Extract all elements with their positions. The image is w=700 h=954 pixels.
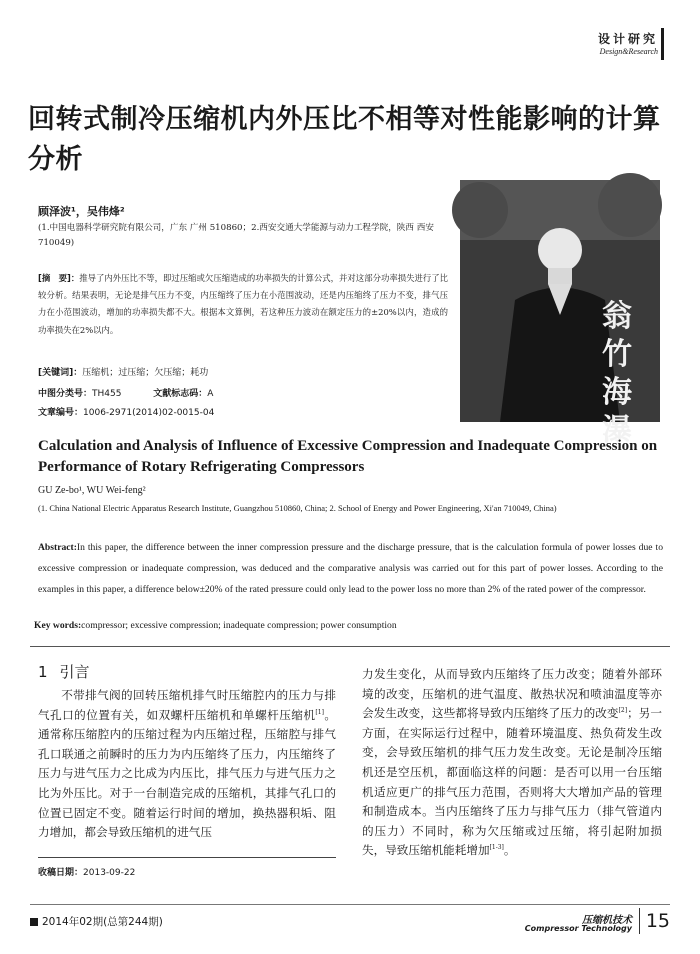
abstract-cn-label: [摘 要]： [38, 273, 80, 283]
article-number-label: 文章编号： [38, 408, 84, 418]
header-divider [661, 28, 664, 60]
keywords-cn-text: 压缩机；过压缩；欠压缩；耗功 [82, 368, 209, 378]
footer-issue [30, 914, 163, 929]
paper-title-cn: 回转式制冷压缩机内外压比不相等对性能影响的计算分析 [28, 104, 661, 175]
journal-logo [525, 911, 632, 933]
abstract-en-label: Abstract: [38, 542, 77, 553]
doc-code-label: 文献标志码： [153, 389, 208, 399]
abstract-cn-text: 推导了内外压比不等，即过压缩或欠压缩造成的功率损失的计算公式，并对这部分功率损失进行了比较分析。结果表明，无论是排气压力不变，内压缩终了压力在小范围波动，还是内压缩终了压力不变，排气压力在小范围波动，增加的功率损失都不大。根据本文算例，若这种压力波动在额定压力的±20%以内，造成的功率损失在2%以内。 [38, 273, 449, 335]
body-text: 力发生变化，从而导致内压缩终了压力改变；随着外部环境的改变，压缩机的进气温度、散热状况和喷油温度等亦会发生改变，这些都将导致内压缩终了压力的改变 [362, 667, 662, 721]
keywords-en-label: Key words: [34, 620, 82, 631]
received-value: 2013-09-22 [83, 868, 136, 878]
calligraphy-char: 竹 [602, 337, 632, 372]
keywords-en [34, 620, 664, 631]
abstract-cn [38, 270, 448, 339]
body-text: 。通常称压缩腔内的压缩过程为内压缩过程，压缩腔与排气孔口联通之前瞬时的压力为内压缩终了压力，内压缩终了压力与进气压力之比成为内压比，排气压力与进气压力之比为外压比。对于一台制造完成的压缩机，其排气孔口的位置已固定不变。随着运行时间的增加，换热器积垢、阻力增加，都会导致压缩机的进气压 [38, 707, 336, 840]
keywords-cn-label: [关键词]： [38, 368, 83, 378]
article-number-value: 1006-2971(2014)02-0015-04 [83, 408, 215, 418]
citation: [2] [618, 707, 628, 715]
authors-cn: 顾泽波¹，吴伟烽² [38, 205, 125, 218]
received-label: 收稿日期： [38, 868, 84, 878]
keywords-en-text: compressor; excessive compression; inadequate compression; power consumption [81, 620, 397, 631]
footnote-divider [38, 857, 336, 858]
abstract-en-text: In this paper, the difference between the inner compression pressure and the discharge pressure, that is the calculation formula of power losses due to excessive compression or inadequate compression, was deduced and the comparative analysis was carried out for this part of power losses. According to the examples in this paper, a difference below±20% of the rated pressure could only lead to the power loss no more than 2% of the rated power of the compressor. [38, 542, 663, 595]
received-date [38, 865, 135, 878]
calligraphy-char: 海 [602, 375, 632, 410]
page-number: 15 [645, 910, 670, 932]
body-text: ；另一方面，在实际运行过程中，随着环境温度、热负荷发生改变，会导致压缩机的排气压力发生改变。无论是制冷压缩机还是空压机，都面临这样的问题：是否可以用一台压缩机适应更广的排气压力范围，否则将大大增加产品的管理和制造成本。当内压缩终了压力与排气压力（排气管道内的压力）不同时，称为欠压缩或过压缩，将引起附加损失，导致压缩机能耗增加 [362, 706, 662, 858]
footer-divider [30, 904, 670, 905]
abstract-en [38, 537, 663, 600]
clc-label: 中图分类号： [38, 389, 93, 399]
affiliation-en: (1. China National Electric Apparatus Research Institute, Guangzhou 510860, China; 2. School of Energy and Power Engineering, Xi'an 710049, China) [38, 503, 557, 513]
section-heading [38, 661, 90, 682]
journal-section-subtitle: Design&Research [599, 47, 658, 56]
section-divider [30, 646, 670, 647]
classification-line [38, 386, 213, 399]
paper-title-en: Calculation and Analysis of Influence of Excessive Compression and Inadequate Compression on Performance of Rotary Refrigerating Compressors [38, 438, 658, 475]
body-text: 。 [503, 843, 516, 858]
body-text: 不带排气阀的回转压缩机排气时压缩腔内的压力与排气孔口的位置有关，如双螺杆压缩机和单螺杆压缩机 [38, 688, 336, 722]
footer-vertical-divider [639, 908, 640, 934]
article-number-line [38, 405, 214, 418]
calligraphy-char: 翁 [602, 299, 632, 334]
section-title: 引言 [59, 663, 90, 681]
footer-issue-text: 2014年02期(总第244期) [42, 916, 163, 928]
doc-code-value: A [207, 389, 214, 399]
clc-value: TH455 [92, 389, 122, 399]
affiliation-cn: (1.中国电器科学研究院有限公司，广东 广州 510860；2.西安交通大学能源与动力工程学院，陕西 西安 710049) [38, 223, 434, 248]
citation: [1-3] [489, 844, 504, 852]
authors-en: GU Ze-bo¹, WU Wei-feng² [38, 485, 146, 496]
citation: [1] [315, 708, 324, 716]
photo-calligraphy [594, 298, 640, 450]
body-column-left [38, 686, 336, 843]
calligraphy-char: 瀑 [602, 413, 632, 448]
body-column-right [362, 665, 662, 861]
section-number: 1 [38, 663, 48, 681]
keywords-cn [38, 365, 208, 378]
square-bullet-icon [30, 918, 38, 926]
journal-logo-en: Compressor Technology [524, 924, 632, 933]
author-photo [460, 180, 660, 448]
journal-section-title: 设计研究 [597, 32, 658, 46]
journal-logo-cn: 压缩机技术 [582, 915, 632, 926]
